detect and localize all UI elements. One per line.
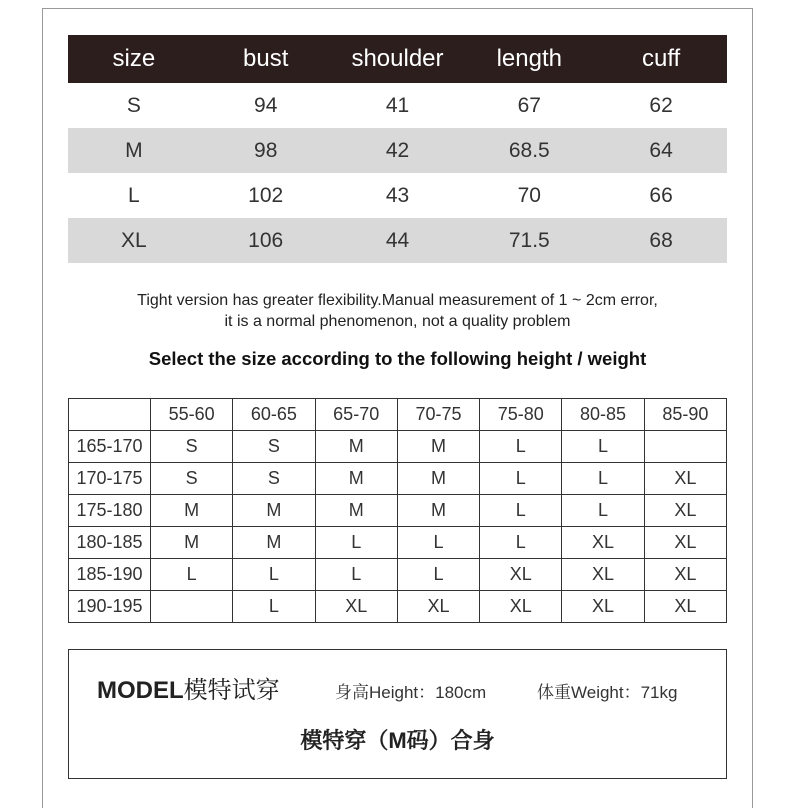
table-cell: L (315, 527, 397, 559)
table-cell: XL (644, 463, 726, 495)
weight-header: 65-70 (315, 399, 397, 431)
table-cell: M (397, 495, 479, 527)
table-cell: 94 (254, 93, 278, 117)
table-cell: 64 (595, 128, 727, 173)
table-cell: L (562, 431, 644, 463)
model-title-bold: MODEL (97, 677, 184, 704)
weight-header: 75-80 (480, 399, 562, 431)
header-shoulder: shoulder (332, 35, 464, 83)
note-line-2: it is a normal phenomenon, not a quality problem (224, 313, 571, 330)
model-height: 身高Height：180cm (335, 683, 487, 702)
size-chart-header-row (68, 35, 727, 83)
table-cell: L (480, 527, 562, 559)
table-cell: XL (315, 591, 397, 623)
table-cell: 68.5 (463, 128, 595, 173)
table-cell: 98 (200, 128, 332, 173)
table-cell: XL (68, 218, 200, 263)
height-weight-table (68, 398, 727, 623)
table-cell: XL (644, 559, 726, 591)
measurement-note (68, 290, 727, 332)
header-bust: bust (200, 35, 332, 83)
table-cell: 68 (595, 218, 727, 263)
table-row (68, 83, 727, 128)
table-cell: L (397, 559, 479, 591)
table-cell: L (128, 183, 140, 207)
table-cell: XL (644, 591, 726, 623)
table-cell: L (480, 495, 562, 527)
size-chart-table (68, 35, 727, 263)
table-cell (151, 591, 233, 623)
table-cell: M (315, 431, 397, 463)
weight-header: 85-90 (644, 399, 726, 431)
table-cell: 44 (332, 218, 464, 263)
table-cell: L (233, 559, 315, 591)
table-cell: M (315, 495, 397, 527)
table-row (68, 218, 727, 263)
table-row (69, 559, 727, 591)
table-cell: 42 (332, 128, 464, 173)
size-guide-subtitle: Select the size according to the following height / weight (148, 348, 647, 369)
table-cell: L (315, 559, 397, 591)
table-cell: XL (397, 591, 479, 623)
weight-header: 60-65 (233, 399, 315, 431)
weight-header-row (69, 399, 727, 431)
table-row (69, 527, 727, 559)
table-cell: S (126, 93, 141, 117)
table-row (68, 173, 727, 218)
table-row (69, 463, 727, 495)
header-cuff: cuff (595, 35, 727, 83)
table-cell: XL (480, 591, 562, 623)
table-cell: S (151, 463, 233, 495)
weight-header: 55-60 (151, 399, 233, 431)
model-title-rest: 模特试穿 (183, 677, 280, 704)
table-cell: S (233, 463, 315, 495)
height-header: 180-185 (69, 527, 151, 559)
table-cell: 102 (248, 183, 284, 207)
weight-header: 80-85 (562, 399, 644, 431)
table-cell: S (233, 431, 315, 463)
table-cell: L (151, 559, 233, 591)
table-cell: XL (644, 495, 726, 527)
table-cell: L (480, 431, 562, 463)
table-cell: 41 (385, 93, 410, 117)
table-cell: 66 (649, 183, 673, 207)
table-cell: M (315, 463, 397, 495)
weight-header: 70-75 (397, 399, 479, 431)
table-cell: XL (562, 591, 644, 623)
table-cell: 67 (517, 93, 541, 117)
table-cell: M (397, 431, 479, 463)
table-row (68, 128, 727, 173)
table-cell: L (562, 463, 644, 495)
table-cell: 106 (200, 218, 332, 263)
table-row (69, 431, 727, 463)
table-cell: M (233, 527, 315, 559)
table-cell: L (562, 495, 644, 527)
model-fit-note: 模特穿（M码）合身 (300, 728, 495, 753)
model-info-box (68, 649, 727, 779)
table-cell: XL (562, 527, 644, 559)
model-weight: 体重Weight：71kg (537, 683, 678, 702)
table-cell: L (233, 591, 315, 623)
table-cell: 43 (385, 183, 410, 207)
note-line-1: Tight version has greater flexibility.Manual measurement of 1 ~ 2cm error, (137, 292, 658, 309)
table-cell: S (151, 431, 233, 463)
header-length: length (463, 35, 595, 83)
header-size: size (68, 35, 200, 83)
model-title (97, 670, 280, 705)
table-cell: 71.5 (463, 218, 595, 263)
table-cell: L (397, 527, 479, 559)
table-cell: 62 (649, 93, 673, 117)
table-cell (644, 431, 726, 463)
height-header: 170-175 (69, 463, 151, 495)
table-cell: XL (644, 527, 726, 559)
height-header: 185-190 (69, 559, 151, 591)
height-header: 165-170 (69, 431, 151, 463)
table-cell: M (233, 495, 315, 527)
table-cell: XL (480, 559, 562, 591)
table-cell: L (480, 463, 562, 495)
table-cell: M (151, 495, 233, 527)
table-row (69, 591, 727, 623)
table-row (69, 495, 727, 527)
height-header: 175-180 (69, 495, 151, 527)
corner-cell (69, 399, 151, 431)
table-cell: M (68, 128, 200, 173)
table-cell: 70 (517, 183, 541, 207)
height-header: 190-195 (69, 591, 151, 623)
table-cell: M (397, 463, 479, 495)
table-cell: XL (562, 559, 644, 591)
table-cell: M (151, 527, 233, 559)
